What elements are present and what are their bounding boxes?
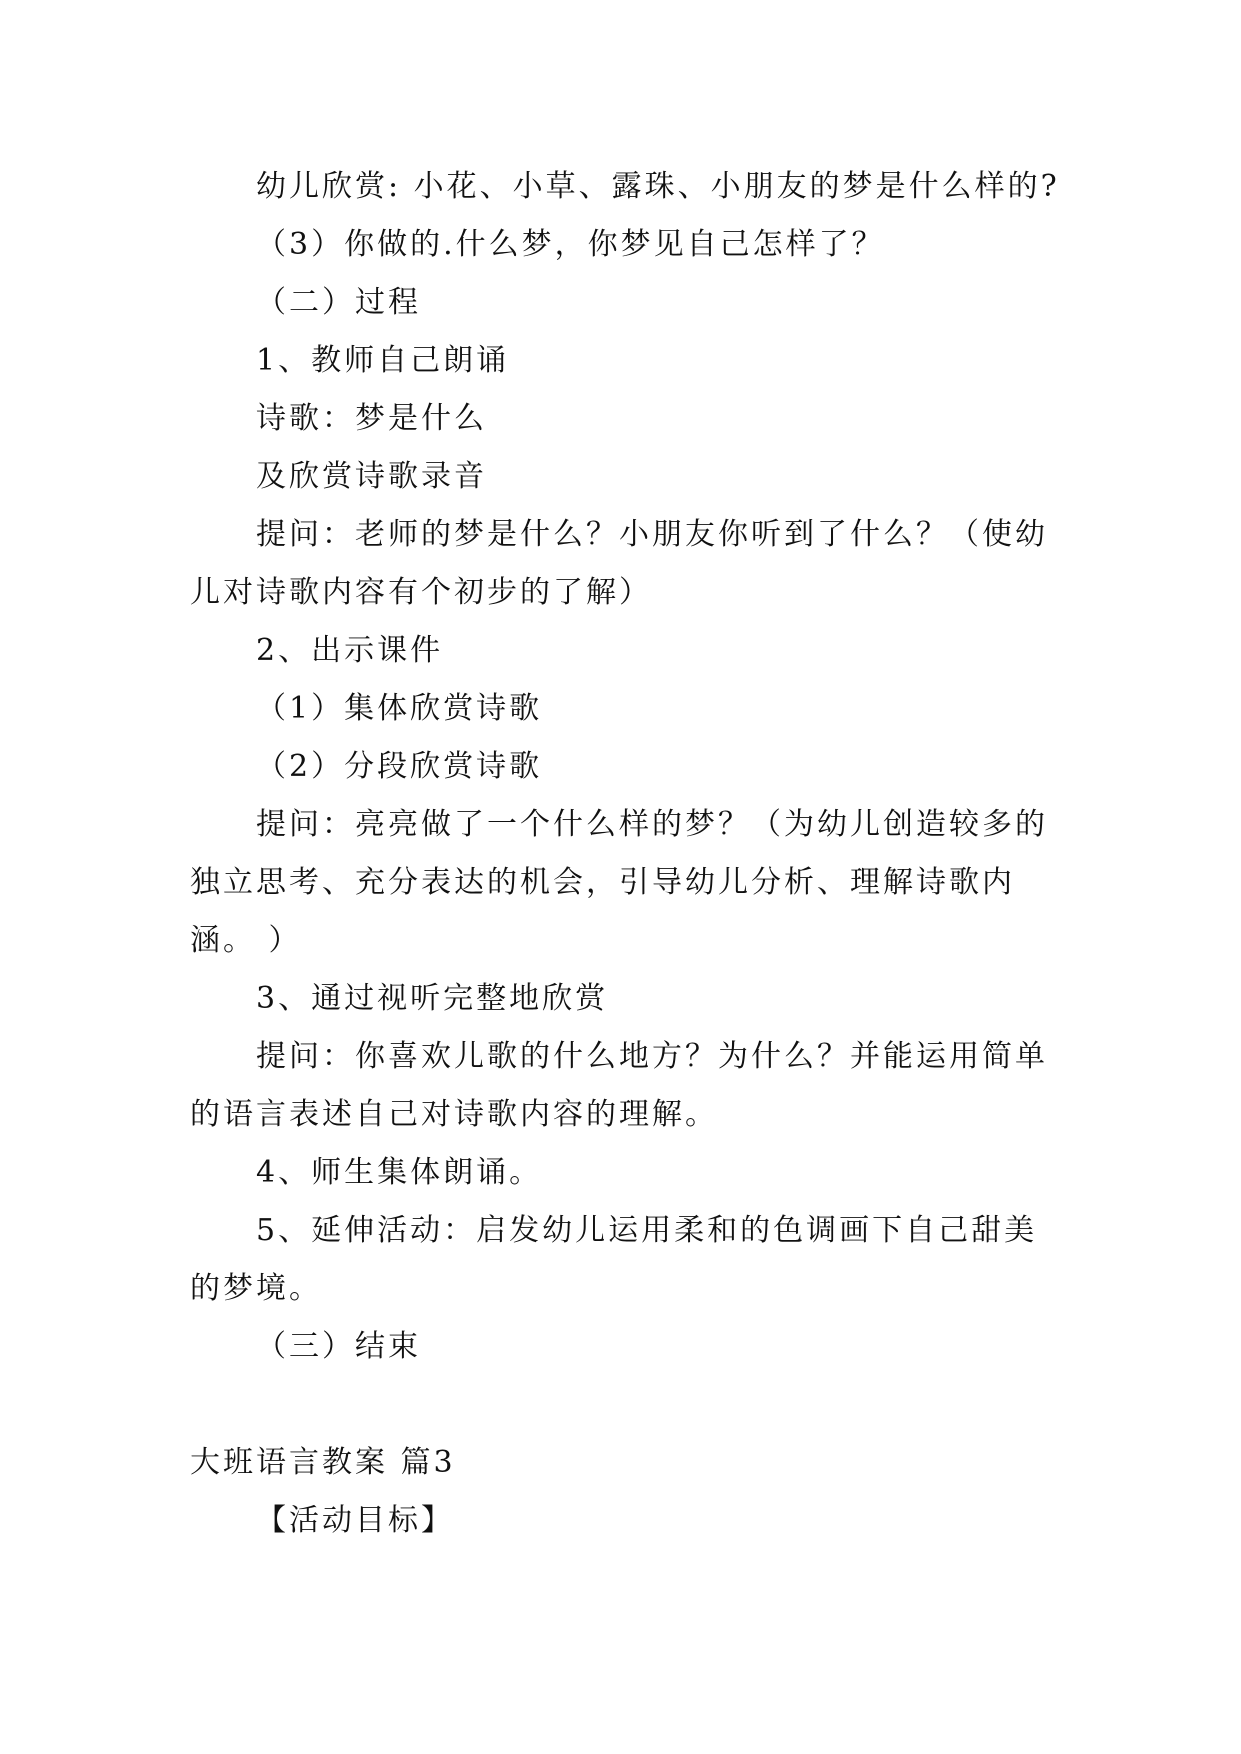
- text-line: （2）分段欣赏诗歌: [256, 749, 543, 784]
- text-line: 1、教师自己朗诵: [256, 343, 510, 378]
- text-line: （三）结束: [256, 1329, 421, 1364]
- text-line: （二）过程: [256, 285, 421, 320]
- text-line: 4、师生集体朗诵。: [256, 1155, 543, 1190]
- section-heading: 大班语言教案 篇3: [190, 1445, 456, 1480]
- text-line: 提问：亮亮做了一个什么样的梦？（为幼儿创造较多的: [256, 807, 1048, 842]
- text-line: 的语言表述自己对诗歌内容的理解。: [190, 1097, 718, 1132]
- text-line: 儿对诗歌内容有个初步的了解）: [190, 575, 652, 610]
- subsection-heading: 【活动目标】: [256, 1503, 454, 1538]
- text-line: 2、出示课件: [256, 633, 444, 668]
- text-line: 提问：你喜欢儿歌的什么地方？为什么？并能运用简单: [256, 1039, 1048, 1074]
- text-line: 及欣赏诗歌录音: [256, 459, 487, 494]
- text-line: 幼儿欣赏: 小花、小草、露珠、小朋友的梦是什么样的?: [256, 169, 1060, 204]
- text-line: 独立思考、充分表达的机会，引导幼儿分析、理解诗歌内: [190, 865, 1015, 900]
- text-line: 涵。 ）: [190, 923, 302, 958]
- text-line: （1）集体欣赏诗歌: [256, 691, 543, 726]
- paragraph-spacer: [190, 1376, 1070, 1434]
- document-body: [190, 158, 1070, 1550]
- text-line: 提问：老师的梦是什么？小朋友你听到了什么？（使幼: [256, 517, 1048, 552]
- text-line: 的梦境。: [190, 1271, 322, 1306]
- text-line: （3）你做的.什么梦，你梦见自己怎样了？: [256, 227, 885, 262]
- text-line: 3、通过视听完整地欣赏: [256, 981, 609, 1016]
- text-line: 5、延伸活动：启发幼儿运用柔和的色调画下自己甜美: [256, 1213, 1038, 1248]
- text-line: 诗歌：梦是什么: [256, 401, 487, 436]
